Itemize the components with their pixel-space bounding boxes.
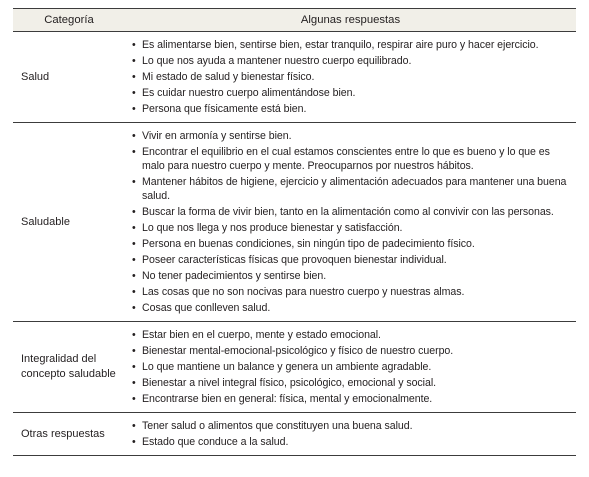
responses-list — [132, 419, 576, 449]
table-row — [13, 413, 576, 456]
list-item: • Lo que nos llega y nos produce bienestar y satisfacción. — [132, 221, 576, 235]
responses-cell — [125, 123, 576, 322]
list-item: • Tener salud o alimentos que constituyen una buena salud. — [132, 419, 576, 433]
list-item: • Vivir en armonía y sentirse bien. — [132, 129, 576, 143]
list-item: • Poseer características físicas que provoquen bienestar individual. — [132, 253, 576, 267]
list-item: • Es cuidar nuestro cuerpo alimentándose bien. — [132, 86, 576, 100]
list-item: • Persona que físicamente está bien. — [132, 102, 576, 116]
category-column-header: Categoría — [13, 9, 125, 32]
list-item: • Lo que nos ayuda a mantener nuestro cuerpo equilibrado. — [132, 54, 576, 68]
list-item: • Bienestar mental-emocional-psicológico y físico de nuestro cuerpo. — [132, 344, 576, 358]
responses-cell — [125, 413, 576, 456]
list-item: • Persona en buenas condiciones, sin ningún tipo de padecimiento físico. — [132, 237, 576, 251]
responses-cell — [125, 322, 576, 413]
responses-cell — [125, 32, 576, 123]
category-cell: Salud — [13, 32, 125, 123]
responses-list — [132, 129, 576, 315]
list-item: • Estado que conduce a la salud. — [132, 435, 576, 449]
list-item: • Las cosas que no son nocivas para nuestro cuerpo y nuestras almas. — [132, 285, 576, 299]
list-item: • Bienestar a nivel integral físico, psicológico, emocional y social. — [132, 376, 576, 390]
table-row — [13, 123, 576, 322]
responses-column-header: Algunas respuestas — [125, 9, 576, 32]
list-item: • Buscar la forma de vivir bien, tanto en la alimentación como al convivir con las personas. — [132, 205, 576, 219]
table-row — [13, 322, 576, 413]
responses-list — [132, 328, 576, 406]
list-item: • Encontrar el equilibrio en el cual estamos conscientes entre lo que es bueno y lo que es malo para nuestro cuerpo y mente. Preocuparnos por nuestros hábitos. — [132, 145, 576, 173]
list-item: • Cosas que conlleven salud. — [132, 301, 576, 315]
category-cell: Integralidad del concepto saludable — [13, 322, 125, 413]
category-cell: Otras respuestas — [13, 413, 125, 456]
responses-list — [132, 38, 576, 116]
list-item: • Estar bien en el cuerpo, mente y estado emocional. — [132, 328, 576, 342]
list-item: • Es alimentarse bien, sentirse bien, estar tranquilo, respirar aire puro y hacer ejercicio. — [132, 38, 576, 52]
category-cell: Saludable — [13, 123, 125, 322]
list-item: • Mantener hábitos de higiene, ejercicio y alimentación adecuados para mantener una buena salud. — [132, 175, 576, 203]
table-row — [13, 32, 576, 123]
list-item: • No tener padecimientos y sentirse bien. — [132, 269, 576, 283]
table-header-row — [13, 9, 576, 32]
responses-table-container — [13, 8, 576, 456]
list-item: • Mi estado de salud y bienestar físico. — [132, 70, 576, 84]
responses-table — [13, 8, 576, 456]
list-item: • Lo que mantiene un balance y genera un ambiente agradable. — [132, 360, 576, 374]
list-item: • Encontrarse bien en general: física, mental y emocionalmente. — [132, 392, 576, 406]
